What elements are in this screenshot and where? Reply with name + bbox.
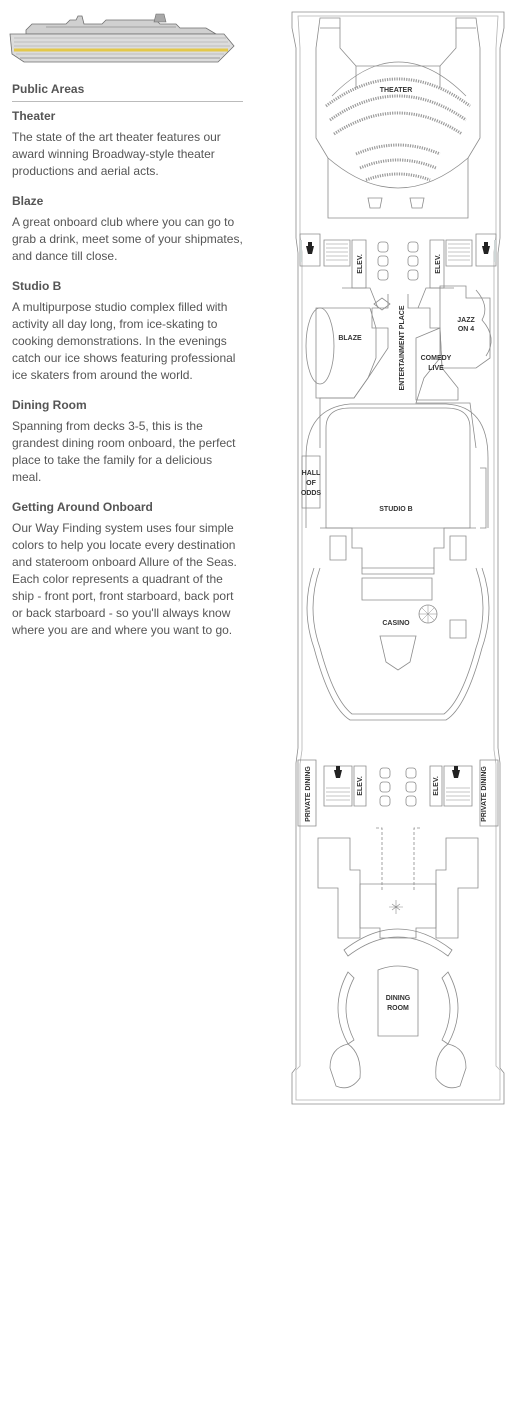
area-dining-room <box>12 398 243 486</box>
label-studio-b: STUDIO B <box>379 506 413 513</box>
label-jazz-on-4: JAZZ <box>457 317 475 324</box>
label-comedy-live: COMEDY <box>420 355 452 362</box>
area-blaze <box>12 194 243 265</box>
label-elev-forward-starboard: ELEV. <box>435 254 442 274</box>
area-description: Spanning from decks 3-5, this is the grandest dining room onboard, the perfect place to take the family for a delicious meal. <box>12 419 236 484</box>
hull-outline <box>292 12 504 1104</box>
area-title: Getting Around Onboard <box>12 500 153 514</box>
label-private-dining-starboard: PRIVATE DINING <box>481 766 488 822</box>
area-getting-around <box>12 500 243 639</box>
label-private-dining-port: PRIVATE DINING <box>305 766 312 822</box>
label-blaze: BLAZE <box>338 335 362 342</box>
label-elev-aft-port: ELEV. <box>357 776 364 796</box>
label-jazz-on-4-line2: ON 4 <box>457 326 475 333</box>
label-hall-of-odds-line2: OF <box>306 480 316 487</box>
deck-plan-map <box>290 8 506 1108</box>
area-title: Dining Room <box>12 398 87 412</box>
label-dining-room-line2: ROOM <box>387 1005 409 1012</box>
label-hall-of-odds: HALL <box>301 470 321 477</box>
label-theater: THEATER <box>379 87 413 94</box>
area-title: Theater <box>12 109 56 123</box>
ship-profile-icon <box>6 10 238 68</box>
label-entertainment-place: ENTERTAINMENT PLACE <box>399 305 406 391</box>
label-dining-room: DINING <box>385 995 411 1002</box>
area-title: Studio B <box>12 279 62 293</box>
label-comedy-live-line2: LIVE <box>428 365 444 372</box>
label-elev-forward-port: ELEV. <box>357 254 364 274</box>
label-casino: CASINO <box>382 620 410 627</box>
area-description: A great onboard club where you can go to grab a drink, meet some of your shipmates, and dance till close. <box>12 215 243 263</box>
section-heading: Public Areas <box>12 82 243 102</box>
area-theater <box>12 109 243 180</box>
label-elev-aft-starboard: ELEV. <box>433 776 440 796</box>
area-description: Our Way Finding system uses four simple colors to help you locate every destination and stateroom onboard Allure of the Seas. Each color represents a quadrant of the ship - front port, front starboard, back port or back starboard - so you'll always know where you are and where you want to go. <box>12 521 237 637</box>
label-hall-of-odds-line3: ODDS <box>300 490 322 497</box>
public-areas-panel <box>12 82 243 653</box>
area-description: A multipurpose studio complex filled with activity all day long, from ice-skating to cooking demonstrations. In the evenings catch our ice shows featuring professional ice skaters from around the world. <box>12 300 236 382</box>
area-description: The state of the art theater features our award winning Broadway-style theater productions and aerial acts. <box>12 130 221 178</box>
area-studio-b <box>12 279 243 384</box>
area-title: Blaze <box>12 194 44 208</box>
